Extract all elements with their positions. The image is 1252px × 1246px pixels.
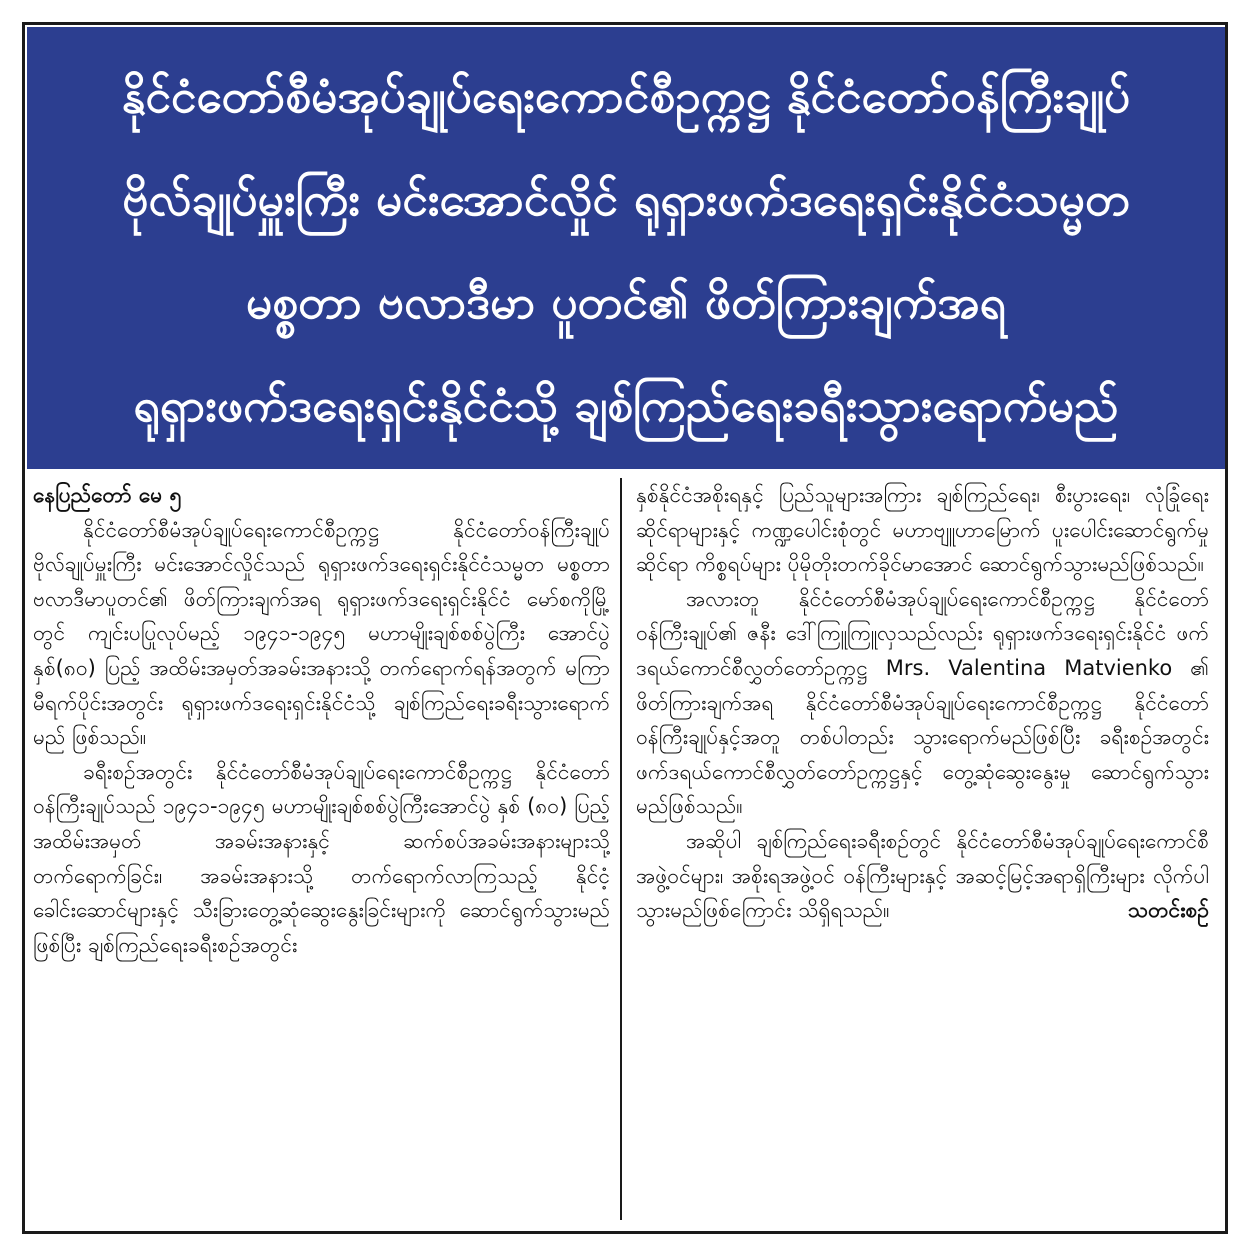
headline-line-1: နိုင်ငံတော်စီမံအုပ်ချုပ်ရေးကောင်စီဥက္ကဋ္ဌ နိုင်ငံတော်ဝန်ကြီးချုပ်	[121, 69, 1131, 123]
headline-line-2: ဗိုလ်ချုပ်မှူးကြီး မင်းအောင်လှိုင် ရုရှားဖက်ဒရေးရှင်းနိုင်ငံသမ္မတ	[122, 172, 1130, 226]
paragraph	[636, 824, 1209, 928]
paragraph: ခရီးစဉ်အတွင်း နိုင်ငံတော်စီမံအုပ်ချုပ်ရေးကောင်စီဥက္ကဋ္ဌ နိုင်ငံတော်ဝန်ကြီးချုပ်သည် ၁၉၄၁-၁၉၄၅ မဟာမျိုးချစ်စစ်ပွဲကြီးအောင်ပွဲ နှစ် (၈၀) ပြည့် အထိမ်းအမှတ် အခမ်းအနားနှင့် ဆက်စပ်အခမ်းအနားများသို့ တက်ရောက်ခြင်း၊ အခမ်းအနားသို့ တက်ရောက်လာကြသည့် နိုင်ငံ့ခေါင်းဆောင်များနှင့် သီးခြားတွေ့ဆုံဆွေးနွေးခြင်းများကို ဆောင်ရွက်သွားမည်ဖြစ်ပြီး ချစ်ကြည်ရေးခရီးစဉ်အတွင်း	[33, 759, 610, 957]
paragraph: အလားတူ နိုင်ငံတော်စီမံအုပ်ချုပ်ရေးကောင်စီဥက္ကဋ္ဌ နိုင်ငံတော်ဝန်ကြီးချုပ်၏ ဇနီး ဒေါ်ကြူကြူလှသည်လည်း ရုရှားဖက်ဒရေးရှင်းနိုင်ငံ ဖက်ဒရယ်ကောင်စီလွှတ်တော်ဥက္ကဋ္ဌ Mrs. Valentina Matvienko ၏ ဖိတ်ကြားချက်အရ နိုင်ငံတော်စီမံအုပ်ချုပ်ရေးကောင်စီဥက္ကဋ္ဌ နိုင်ငံတော်ဝန်ကြီးချုပ်နှင့်အတူ တစ်ပါတည်း သွားရောက်မည်ဖြစ်ပြီး ခရီးစဉ်အတွင်း ဖက်ဒရယ်ကောင်စီလွှတ်တော်ဥက္ကဋ္ဌနှင့် တွေ့ဆုံဆွေးနွေးမှု ဆောင်ရွက်သွားမည်ဖြစ်သည်။	[636, 586, 1209, 819]
paragraph-text: အဆိုပါ ချစ်ကြည်ရေးခရီးစဉ်တွင် နိုင်ငံတော်စီမံအုပ်ချုပ်ရေးကောင်စီအဖွဲ့ဝင်များ၊ အစိုးရအဖွဲ့ဝင် ဝန်ကြီးများနှင့် အဆင့်မြင့်အရာရှိကြီးများ လိုက်ပါသွားမည်ဖြစ်ကြောင်း သိရှိရသည်။	[636, 828, 1209, 923]
dateline: နေပြည်တော် မေ ၅	[33, 483, 182, 507]
paragraph: နှစ်နိုင်ငံအစိုးရနှင့် ပြည်သူများအကြား ချစ်ကြည်ရေး၊ စီးပွားရေး၊ လုံခြုံရေးဆိုင်ရာများနှင့် ကဏ္ဍပေါင်းစုံတွင် မဟာဗျူဟာမြောက် ပူးပေါင်းဆောင်ရွက်မှုဆိုင်ရာ ကိစ္စရပ်များ ပိုမိုတိုးတက်ခိုင်မာအောင် ဆောင်ရွက်သွားမည်ဖြစ်သည်။	[636, 483, 1209, 577]
byline: သတင်းစဉ်	[1127, 898, 1209, 923]
headline-banner	[27, 27, 1225, 469]
article-body	[27, 478, 1225, 1228]
article-column-right	[622, 478, 1215, 1228]
headline-line-4: ရုရှားဖက်ဒရေးရှင်းနိုင်ငံသို့ ချစ်ကြည်ရေးခရီးသွားရောက်မည်	[133, 378, 1119, 432]
headline-line-3: မစ္စတာ ဗလာဒီမာ ပူတင်၏ ဖိတ်ကြားချက်အရ	[245, 275, 1007, 329]
article-column-left	[27, 478, 620, 1228]
paragraph: နိုင်ငံတော်စီမံအုပ်ချုပ်ရေးကောင်စီဥက္ကဋ္ဌ နိုင်ငံတော်ဝန်ကြီးချုပ် ဗိုလ်ချုပ်မှူးကြီး မင်းအောင်လှိုင်သည် ရုရှားဖက်ဒရေးရှင်းနိုင်ငံသမ္မတ မစ္စတာ ဗလာဒီမာပူတင်၏ ဖိတ်ကြားချက်အရ ရုရှားဖက်ဒရေးရှင်းနိုင်ငံ မော်စကိုမြို့တွင် ကျင်းပပြုလုပ်မည့် ၁၉၄၁-၁၉၄၅ မဟာမျိုးချစ်စစ်ပွဲကြီး အောင်ပွဲ နှစ်(၈၀) ပြည့် အထိမ်းအမှတ်အခမ်းအနားသို့ တက်ရောက်ရန်အတွက် မကြာမီရက်ပိုင်းအတွင်း ရုရှားဖက်ဒရေးရှင်းနိုင်ငံသို့ ချစ်ကြည်ရေးခရီးသွားရောက်မည် ဖြစ်သည်။	[33, 517, 610, 750]
